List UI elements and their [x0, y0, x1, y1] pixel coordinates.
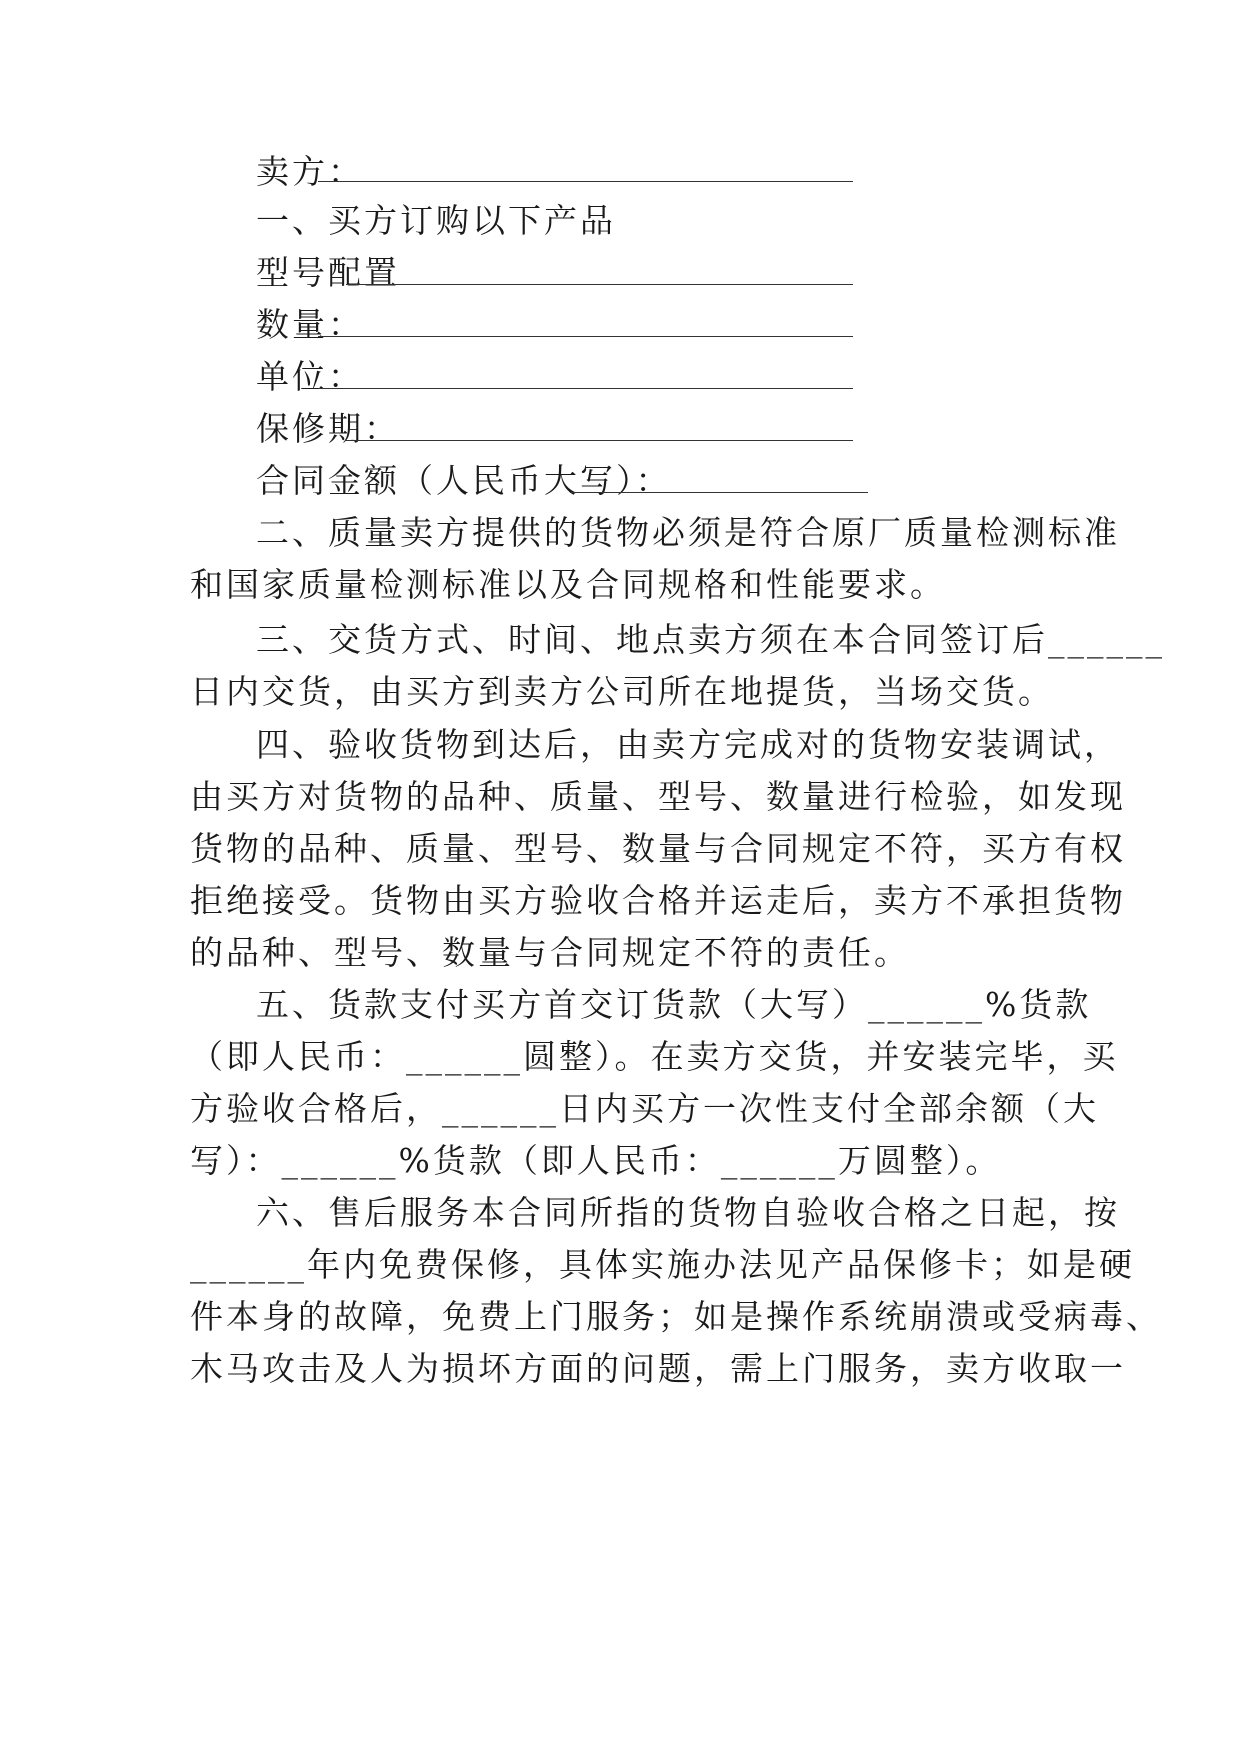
- section-6-line-3: 件本身的故障，免费上门服务；如是操作系统崩溃或受病毒、: [190, 1297, 1162, 1336]
- section-5-line-1: 五、货款支付买方首交订货款（大写）______%货款: [256, 985, 1092, 1024]
- section-6-line-2: ______年内免费保修，具体实施办法见产品保修卡；如是硬: [190, 1245, 1135, 1284]
- section-6-line-4: 木马攻击及人为损坏方面的问题，需上门服务，卖方收取一: [190, 1349, 1126, 1388]
- quantity-label: 数量：: [256, 305, 364, 344]
- contract-amount-label: 合同金额（人民币大写）：: [256, 461, 672, 500]
- model-config-blank-line: [346, 284, 853, 285]
- unit-label: 单位：: [256, 357, 364, 396]
- section-6-line-1: 六、售后服务本合同所指的货物自验收合格之日起，按: [256, 1193, 1120, 1232]
- section-4-line-2: 由买方对货物的品种、质量、型号、数量进行检验，如发现: [190, 777, 1126, 816]
- section-3-line-1: 三、交货方式、时间、地点卖方须在本合同签订后______: [256, 620, 1165, 659]
- section-4-line-4: 拒绝接受。货物由买方验收合格并运走后，卖方不承担货物: [190, 881, 1126, 920]
- unit-blank-line: [318, 388, 853, 389]
- section-4-line-5: 的品种、型号、数量与合同规定不符的责任。: [190, 933, 910, 972]
- section-4-line-1: 四、验收货物到达后，由卖方完成对的货物安装调试，: [256, 725, 1120, 764]
- quantity-blank-line: [318, 336, 853, 337]
- warranty-blank-line: [346, 440, 853, 441]
- section-2-line-2: 和国家质量检测标准以及合同规格和性能要求。: [190, 565, 946, 604]
- warranty-label: 保修期：: [256, 409, 400, 448]
- section-4-line-3: 货物的品种、质量、型号、数量与合同规定不符，买方有权: [190, 829, 1126, 868]
- section-5-line-2: （即人民币：______圆整）。在卖方交货，并安装完毕，买: [190, 1037, 1119, 1076]
- seller-label: 卖方：: [256, 152, 364, 191]
- section-5-line-4: 写）：______%货款（即人民币：______万圆整）。: [190, 1141, 1002, 1180]
- section-5-line-3: 方验收合格后，______日内买方一次性支付全部余额（大: [190, 1089, 1099, 1128]
- model-config-label: 型号配置: [256, 253, 400, 292]
- section-3-line-2: 日内交货，由买方到卖方公司所在地提货，当场交货。: [190, 672, 1054, 711]
- section-2-line-1: 二、质量卖方提供的货物必须是符合原厂质量检测标准: [256, 513, 1120, 552]
- seller-blank-line: [318, 181, 853, 182]
- section-1-title: 一、买方订购以下产品: [256, 201, 616, 240]
- contract-amount-blank-line: [570, 492, 868, 493]
